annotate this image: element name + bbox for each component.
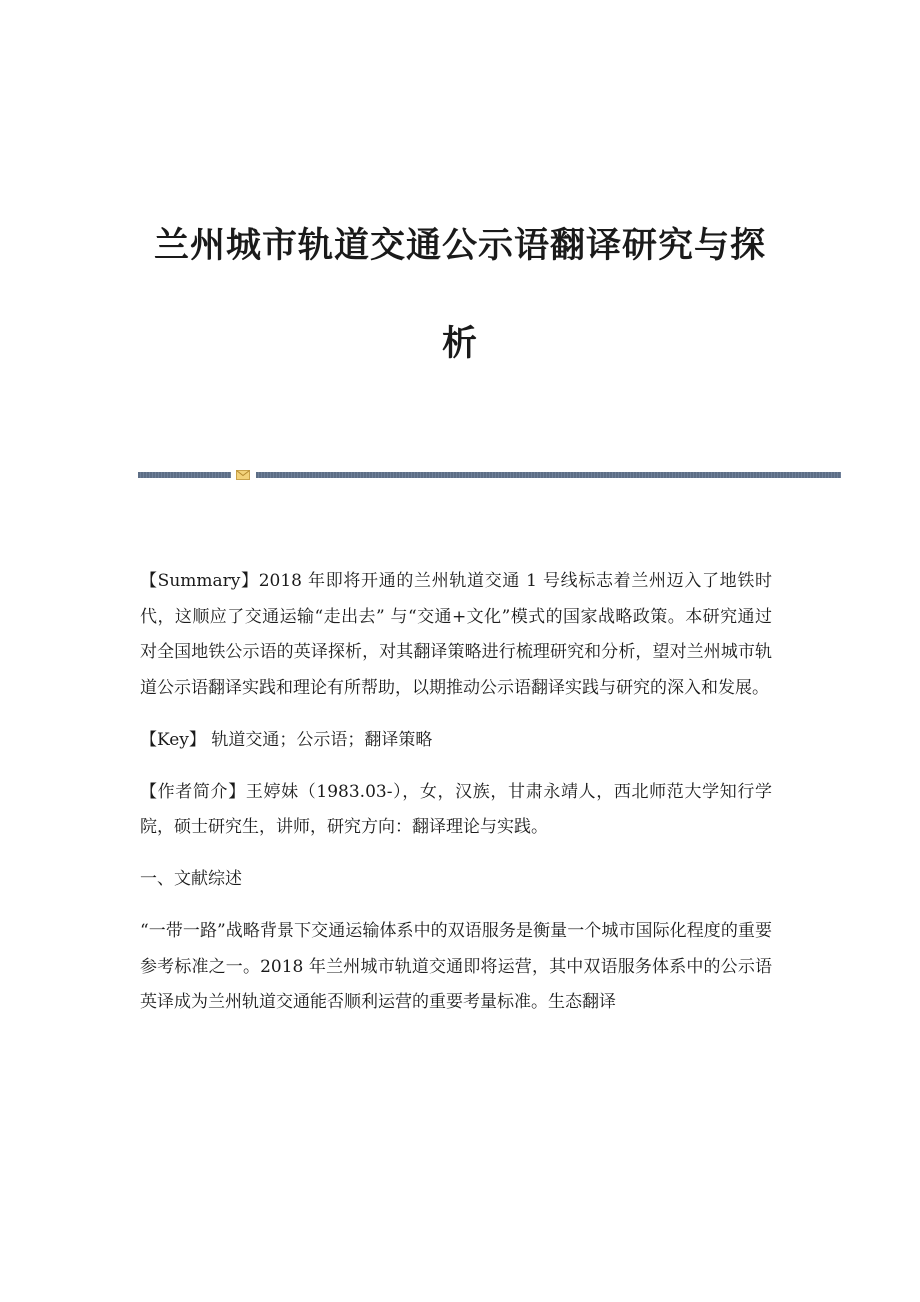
title-line-1: 兰州城市轨道交通公示语翻译研究与探 xyxy=(153,226,766,266)
divider-bar-right xyxy=(256,472,841,478)
keywords-label: 【Key】 xyxy=(140,729,206,750)
envelope-ornament-icon xyxy=(236,470,250,480)
title-divider xyxy=(138,470,841,480)
author-label: 【作者简介】 xyxy=(140,781,246,802)
summary-label: 【Summary】 xyxy=(140,571,259,591)
author-paragraph xyxy=(140,775,772,846)
keywords-text: 轨道交通；公示语；翻译策略 xyxy=(205,729,433,750)
summary-paragraph xyxy=(140,564,772,706)
article-body xyxy=(140,564,772,1037)
keywords-paragraph xyxy=(140,723,772,759)
author-text: 王婷妹（1983.03-），女，汉族，甘肃永靖人，西北师范大学知行学院，硕士研究生，讲师，研究方向：翻译理论与实践。 xyxy=(140,781,773,837)
section-paragraph: “一带一路”战略背景下交通运输体系中的双语服务是衡量一个城市国际化程度的重要参考标准之一。2018 年兰州城市轨道交通即将运营，其中双语服务体系中的公示语英译成为兰州轨道交通能否顺利运营的重要考量标准。生态翻译 xyxy=(140,921,772,1012)
section-heading: 一、文献综述 xyxy=(140,869,242,889)
divider-bar-left xyxy=(138,472,231,478)
title-line-2: 析 xyxy=(441,324,478,364)
summary-text: 2018 年即将开通的兰州轨道交通 1 号线标志着兰州迈入了地铁时代，这顺应了交通运输“走出去” 与“交通+文化”模式的国家战略政策。本研究通过对全国地铁公示语的英译探析，对其翻译策略进行梳理研究和分析，望对兰州城市轨道公示语翻译实践和理论有所帮助，以期推动公示语翻译实践与研究的深入和发展。 xyxy=(140,571,772,698)
